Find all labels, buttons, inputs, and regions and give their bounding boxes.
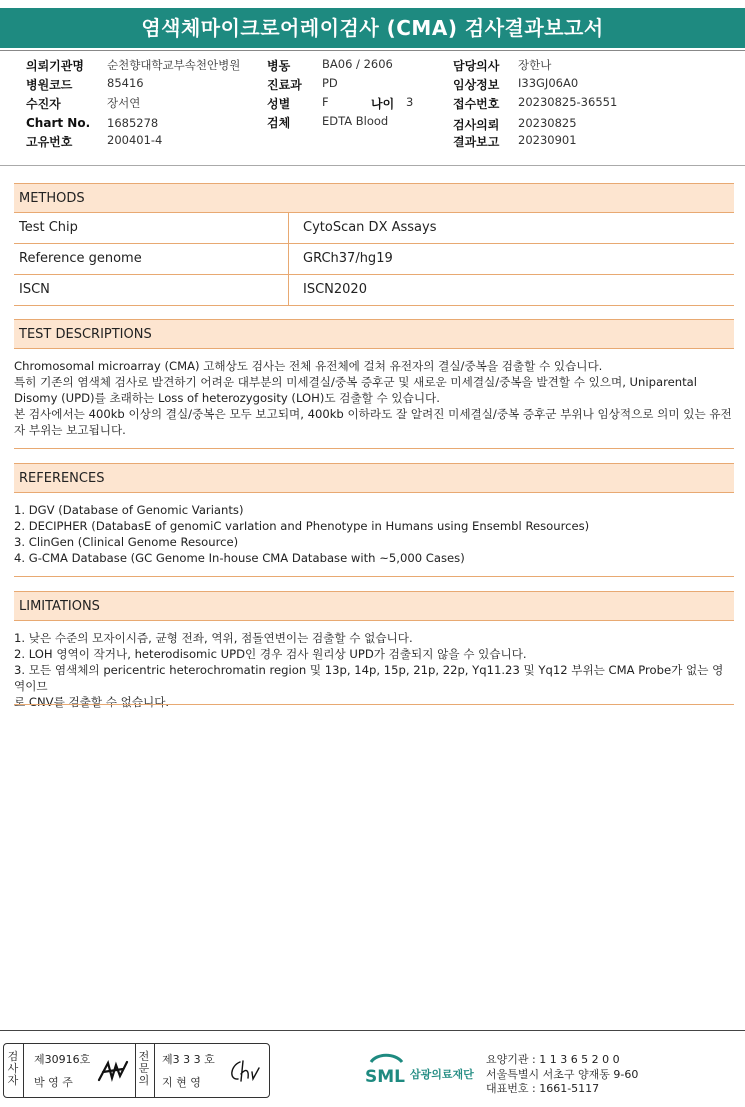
- examiner-label-char: 검: [7, 1050, 19, 1063]
- description-line: 본 검사에서는 400kb 이상의 결실/중복은 모두 보고되며, 400kb 이하라도 잘 알려진 미세결실/중복 증후군 부위나 임상적으로 의미 있는 유전: [14, 407, 732, 421]
- examiner-license-no: 제30916호: [34, 1053, 91, 1066]
- report-date-label: 결과보고: [453, 135, 500, 149]
- organization-phone: 대표번호 : 1661-5117: [486, 1082, 600, 1095]
- methods-row-value: ISCN2020: [303, 282, 367, 297]
- report-date-value: 20230901: [518, 133, 577, 147]
- examiner-label: [6, 1051, 20, 1087]
- request-date-label: 검사의뢰: [453, 118, 500, 132]
- test-descriptions-text: [14, 358, 734, 438]
- department-label: 진료과: [267, 78, 302, 92]
- limitation-item: 1. 낮은 수준의 모자이시즘, 균형 전좌, 역위, 점돌연변이는 검출할 수 없습니다.: [14, 631, 413, 645]
- limitations-heading: LIMITATIONS: [14, 591, 734, 621]
- examiner-label-char: 자: [7, 1074, 19, 1087]
- organization-name: 삼광의료재단: [410, 1068, 474, 1081]
- column-divider: [135, 1044, 136, 1097]
- footer-divider: [0, 1030, 745, 1031]
- specialist-signature: [226, 1056, 262, 1086]
- limitation-item: 2. LOH 영역이 작거나, heterodisomic UPD인 경우 검사 원리상 UPD가 검출되지 않을 수 있습니다.: [14, 647, 527, 661]
- limitation-item: 3. 모든 염색체의 pericentric heterochromatin region 및 13p, 14p, 15p, 21p, 22p, Yq11.23 및 Yq12 부위는 CMA Probe가 없는 영역이므: [14, 663, 724, 693]
- reference-item: 2. DECIPHER (DatabasE of genomiC varIation and Phenotype in Humans using Ensembl Resources): [14, 519, 590, 533]
- chart-no-value: 1685278: [107, 116, 159, 130]
- section-divider: [14, 448, 734, 449]
- client-label: 의뢰기관명: [26, 59, 84, 73]
- methods-row-label: Test Chip: [19, 220, 78, 235]
- specialist-label-char: 의: [138, 1074, 150, 1087]
- reference-item: 1. DGV (Database of Genomic Variants): [14, 503, 244, 517]
- column-divider: [288, 275, 289, 305]
- section-divider: [14, 704, 734, 705]
- clinical-info-value: I33GJ06A0: [518, 76, 579, 90]
- specimen-label: 검체: [267, 116, 291, 130]
- doctor-label: 담당의사: [453, 59, 500, 73]
- reception-no-value: 20230825-36551: [518, 95, 618, 109]
- patient-value: 장서연: [107, 96, 141, 110]
- reference-item: 3. ClinGen (Clinical Genome Resource): [14, 535, 239, 549]
- methods-row-value: GRCh37/hg19: [303, 251, 393, 266]
- reception-no-label: 접수번호: [453, 97, 500, 111]
- specialist-label-char: 전: [138, 1050, 150, 1063]
- column-divider: [23, 1044, 24, 1097]
- specimen-value: EDTA Blood: [322, 114, 389, 128]
- references-heading: REFERENCES: [14, 463, 734, 493]
- ward-label: 병동: [267, 59, 291, 73]
- organization-address: 서울특별시 서초구 양재동 9-60: [486, 1068, 639, 1081]
- column-divider: [154, 1044, 155, 1097]
- limitation-item: 로 CNV를 검출할 수 없습니다.: [14, 695, 170, 709]
- methods-row-label: Reference genome: [19, 251, 142, 266]
- limitations-list: [14, 630, 734, 710]
- department-value: PD: [322, 76, 338, 90]
- column-divider: [288, 213, 289, 243]
- header-top-divider: [0, 50, 745, 51]
- chart-no-label: Chart No.: [26, 116, 91, 130]
- examiner-label-char: 사: [7, 1062, 19, 1075]
- age-label: 나이: [371, 97, 395, 111]
- references-list: [14, 502, 734, 566]
- methods-row-label: ISCN: [19, 282, 50, 297]
- unique-no-label: 고유번호: [26, 135, 73, 149]
- request-date-value: 20230825: [518, 116, 577, 130]
- organization-code: 요양기관 : 1 1 3 6 5 2 0 0: [486, 1053, 620, 1066]
- description-line: Chromosomal microarray (CMA) 고해상도 검사는 전체 유전체에 걸쳐 유전자의 결실/중복을 검출할 수 있습니다.: [14, 359, 603, 373]
- client-value: 순천향대학교부속천안병원: [107, 58, 241, 72]
- methods-heading: METHODS: [14, 183, 734, 213]
- ward-value: BA06 / 2606: [322, 57, 393, 71]
- description-line: 특히 기존의 염색체 검사로 발견하기 어려운 대부분의 미세결실/중복 증후군 및 새로운 미세결실/중복을 발견할 수 있으며, Uniparental: [14, 375, 697, 389]
- methods-row-iscn: [14, 275, 734, 306]
- sml-logo: [365, 1050, 409, 1094]
- unique-no-value: 200401-4: [107, 133, 163, 147]
- clinical-info-label: 임상정보: [453, 78, 500, 92]
- doctor-value: 장한나: [518, 58, 552, 72]
- section-divider: [14, 576, 734, 577]
- column-divider: [288, 244, 289, 274]
- logo-text: SML: [365, 1067, 405, 1087]
- hospital-code-label: 병원코드: [26, 78, 73, 92]
- methods-row-test-chip: [14, 213, 734, 244]
- header-bottom-divider: [0, 165, 745, 166]
- specialist-license-no: 제3 3 3 호: [162, 1053, 215, 1066]
- age-value: 3: [406, 95, 414, 109]
- examiner-signature: [96, 1056, 132, 1086]
- methods-row-reference-genome: [14, 244, 734, 275]
- patient-label: 수진자: [26, 97, 61, 111]
- signature-box: [3, 1043, 270, 1098]
- sex-label: 성별: [267, 97, 291, 111]
- hospital-code-value: 85416: [107, 76, 144, 90]
- examiner-name: 박 영 주: [34, 1076, 73, 1089]
- sex-value: F: [322, 95, 329, 109]
- reference-item: 4. G-CMA Database (GC Genome In-house CMA Database with ~5,000 Cases): [14, 551, 465, 565]
- description-line: 자 부위는 보고됩니다.: [14, 423, 126, 437]
- test-descriptions-heading: TEST DESCRIPTIONS: [14, 319, 734, 349]
- specialist-label: [137, 1051, 151, 1087]
- logo-arc: [371, 1055, 402, 1062]
- description-line: Disomy (UPD)를 초래하는 Loss of heterozygosity (LOH)도 검출할 수 있습니다.: [14, 391, 440, 405]
- methods-row-value: CytoScan DX Assays: [303, 220, 437, 235]
- specialist-name: 지 현 영: [162, 1076, 201, 1089]
- report-title: 염색체마이크로어레이검사 (CMA) 검사결과보고서: [0, 8, 745, 48]
- specialist-label-char: 문: [138, 1062, 150, 1075]
